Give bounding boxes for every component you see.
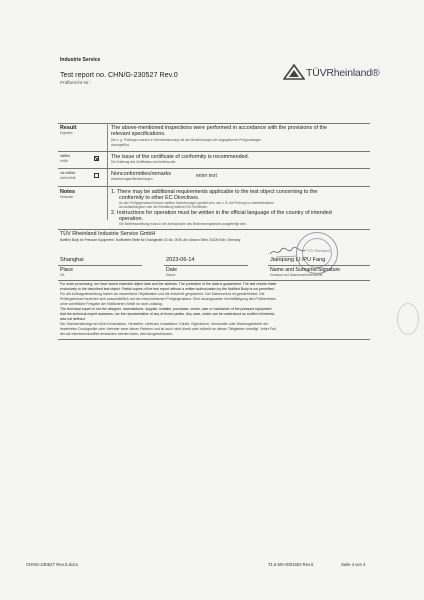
rule	[58, 186, 370, 187]
result-label: Result	[60, 125, 77, 131]
footer-form-id: T1.6 MS-0001602 Rev.6	[268, 562, 314, 567]
place-label-de: Ort	[60, 273, 65, 277]
disclaimer-line: Für die Auftragsabwicklung haben wir wesentliche Objektdaten und die Anschrift gespeichert. Der Datenschutz ist gewährleistet. Die	[60, 292, 265, 296]
date-value: 2023-06-14	[166, 257, 195, 263]
rule	[58, 168, 370, 169]
disclaimer-line: exclusively to the described test object. Partial copies of the test report without a written authorization by the Notified Body is not permitted.	[60, 287, 275, 291]
notes-label-de: Hinweise:	[60, 195, 74, 199]
note-2-line-1: 2. Instructions for operation must be written in the official language of the country of intended	[111, 210, 332, 216]
footer-page-number: Seite 4 von 4	[341, 562, 366, 567]
signature-rule	[268, 265, 370, 266]
report-title: Test report no. CHN/G-230527 Rev.0	[60, 70, 178, 79]
rule	[58, 280, 370, 281]
margin-stamp	[397, 303, 419, 335]
name-label: Name and Surname/Signature	[270, 267, 341, 273]
rule	[58, 339, 370, 340]
signature-rule	[58, 265, 142, 266]
fulfilled-text-de: Die Erteilung des Zertifikates wird befürwortet.	[111, 160, 177, 164]
result-label-de: Ergebnis	[60, 131, 73, 135]
disclaimer-line: der als Interessenkonflikt verstanden werden kann, wird ausgeschlossen.	[60, 332, 174, 336]
disclaimer-line: bewerteten Druckgeräte oder Vertreter einer dieser Parteien und ist auch nicht direkt oder indirekt an diesen Tätigkeiten beteiligt. Jeder Fall,	[60, 327, 277, 331]
result-text-de-2: durchgeführt.	[111, 143, 130, 147]
name-value: Jianqiang LI /PU Fang	[270, 257, 326, 263]
divider	[107, 186, 108, 220]
nonconformities-label-de: Abweichungen/Bemerkungen	[111, 177, 153, 181]
name-label-de: Vorname und Nachname/Unterschrift	[270, 273, 323, 277]
notes-label: Notes	[60, 189, 75, 195]
fulfilled-text: The issue of the certificate of conformity is recommended.	[111, 154, 250, 160]
result-text-1: The above-mentioned inspections were performed in accordance with the provisions of the	[111, 125, 328, 131]
fulfilled-label-de: erfüllt	[60, 159, 68, 163]
disclaimer-line: Der Sachverständige ist nicht Konstrukteur, Hersteller, Lieferant, Installateur, Käufer, Eigentümer, Verwender oder Wartungsbetrieb der	[60, 322, 269, 326]
divider	[107, 123, 108, 189]
disclaimer-line: was not defined.	[60, 317, 86, 321]
note-1-line-1: 1. There may be additional requirements applicable to the test object concerning to the	[111, 189, 318, 195]
brand-name: TÜVRheinland®	[306, 67, 380, 79]
disclaimer-line: Prüfergebnisse beziehen sich ausschließlich auf den beschriebenen Prüfgegenstand. Eine auszugsweise Vervielfältigung des Prüfberichtes	[60, 297, 276, 301]
fulfilled-label: fulfilled	[60, 154, 70, 158]
place-value: Shanghai	[60, 257, 84, 263]
disclaimer-line: ohne schriftliche Freigabe der Notifizierten Stelle ist nicht zulässig.	[60, 302, 163, 306]
not-fulfilled-label: not fulfilled	[60, 171, 76, 175]
check-mark-icon	[95, 157, 99, 161]
disclaimer-line: For order processing, we have stored essential object data and the address. The protection of the data is guaranteed. The test results relate	[60, 282, 277, 286]
rule	[58, 229, 370, 230]
fulfilled-checkbox[interactable]	[94, 156, 99, 161]
result-text-de: Die o. g. Prüfungen wurden in Übereinstimmung mit den Bestimmungen der angegebenen Prüfgrundlagen	[111, 138, 262, 142]
footer-filename: CHNG-230527 Rev.0.docx	[26, 562, 78, 567]
date-label: Date	[166, 267, 177, 273]
signature-rule	[164, 265, 248, 266]
note-1-line-2: conformity to other EC Directives.	[119, 195, 200, 201]
not-fulfilled-label-de: nicht erfüllt	[60, 176, 76, 180]
disclaimer-line: that the technical expert assesses, nor the representative of any of those parties. Any case, which can be understood as conflict of interest,	[60, 312, 275, 316]
disclaimer-line: The technical expert is not the designer, manufacturer, supplier, installer, purchaser, owner, user or maintainer of the pressure equipment	[60, 307, 272, 311]
note-2-de: Die Betriebsanleitung muss in der Amtssprache des Bestimmungslandes ausgefertigt sein.	[119, 222, 247, 226]
notified-body-name: TÜV Rheinland Industrie Service GmbH	[60, 231, 156, 237]
note-1-de-2: am Aufstellungsort oder die Einhaltung weiterer EG-Richtlinien.	[119, 205, 208, 209]
company-label: Industrie Service	[60, 57, 101, 63]
not-fulfilled-checkbox[interactable]	[94, 173, 99, 178]
rule	[58, 151, 370, 152]
rule	[58, 123, 370, 124]
place-label: Place	[60, 267, 73, 273]
report-subtitle: Prüfbericht-Nr.:	[60, 80, 91, 85]
note-1-de-1: An den Prüfgegenstand können weitere Anforderungen gestellt sein, wie z. B. die Prüfung vor Inbetriebnahme	[119, 201, 274, 205]
tuv-triangle-logo-icon	[283, 64, 305, 80]
nonconformities-field[interactable]: enter text	[196, 173, 217, 179]
notified-body-line: Notified Body for Pressure Equipment / Notifizierte Stelle für Druckgeräte, ID-No. 0035, Am Grauen Stein, 51105 Köln, Germany	[60, 238, 241, 242]
nonconformities-label: Nonconformities/remarks	[111, 171, 171, 177]
stamp-text: TÜV Rheinland	[307, 249, 330, 253]
date-label-de: Datum	[166, 273, 176, 277]
result-text-2: relevant specifications.	[111, 131, 166, 137]
note-2-line-2: operation.	[119, 216, 143, 222]
